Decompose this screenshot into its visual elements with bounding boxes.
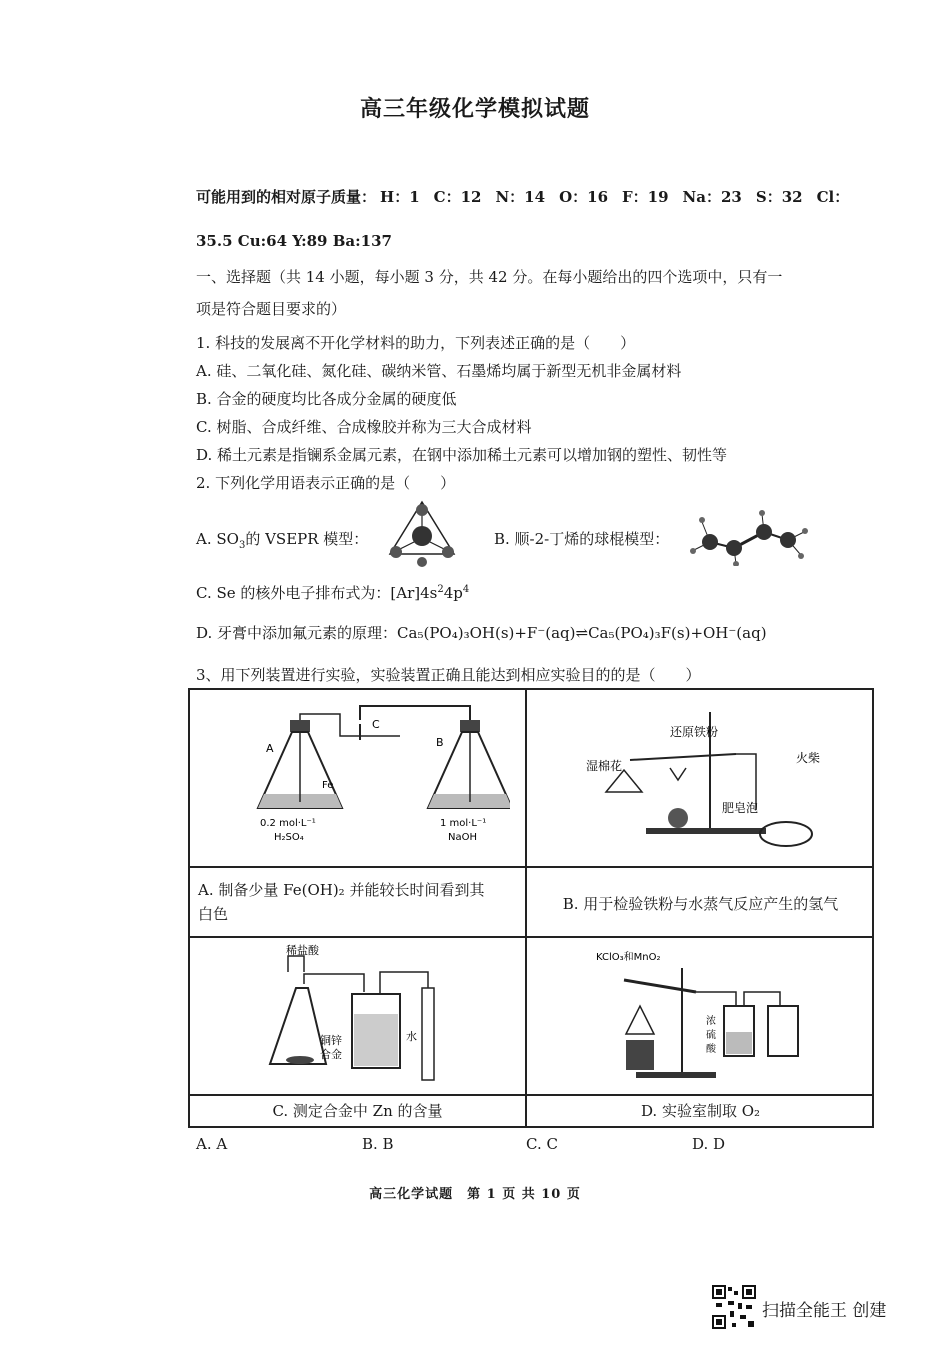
section-heading-2: 项是符合题目要求的） [196, 300, 347, 318]
q2-option-d [196, 622, 767, 643]
fig-c-acid: 稀盐酸 [286, 944, 319, 957]
q2-d-prefix: D. 牙膏中添加氟元素的原理： [196, 624, 398, 642]
caption-a [198, 878, 518, 926]
answer-option-a: A. A [196, 1135, 228, 1153]
answer-option-c: C. C [526, 1135, 558, 1153]
fig-a-conc-a: 0.2 mol·L⁻¹ [260, 818, 316, 829]
fig-d-acid1: 浓 [706, 1016, 716, 1027]
q2-option-a: A. $SO_3$的 VSEPR 模型： [196, 530, 369, 551]
fig-b-bubble: 肥皂泡 [722, 801, 759, 815]
q2-a-prefix: A. SO [196, 530, 239, 548]
qr-code-icon [712, 1285, 756, 1329]
figure-a-apparatus-icon [250, 696, 510, 860]
fig-c-alloy2: 合金 [320, 1048, 342, 1061]
mass-f: F：19 [622, 188, 669, 206]
q1-option-d: D. 稀土元素是指镧系金属元素，在钢中添加稀土元素可以增加钢的塑性、韧性等 [196, 446, 728, 464]
page-title: 高三年级化学模拟试题 [359, 96, 590, 122]
q2-stem: 2. 下列化学用语表示正确的是（ ） [196, 474, 456, 492]
mass-c: C：12 [433, 188, 482, 206]
mass-s: S：32 [755, 188, 803, 206]
q2-option-b: B. 顺-2-丁烯的球棍模型： [494, 530, 670, 548]
cis-2-butene-model-icon [688, 508, 812, 566]
q2-d-equation: Ca₅(PO₄)₃OH(s)+F⁻(aq)⇌Ca₅(PO₄)₃F(s)+OH⁻(aq) [397, 624, 767, 642]
fig-c-water: 水 [406, 1030, 417, 1043]
fig-b-iron: 还原铁粉 [670, 725, 719, 739]
fig-a-label-a: A [266, 742, 274, 755]
fig-c-alloy1: 铜锌 [320, 1034, 342, 1047]
caption-c: C. 测定合金中 Zn 的含量 [272, 1102, 443, 1120]
caption-b: B. 用于检验铁粉与水蒸气反应产生的氢气 [562, 895, 839, 913]
fig-a-label-b: B [436, 736, 444, 749]
table-divider-2 [190, 936, 872, 938]
mass-na: Na：23 [682, 188, 742, 206]
page-footer: 高三化学试题 第 1 页 共 10 页 [369, 1187, 581, 1202]
fig-a-label-c: C [372, 718, 380, 731]
answer-option-b: B. B [362, 1135, 394, 1153]
q1-stem: 1. 科技的发展离不开化学材料的助力，下列表述正确的是（ ） [196, 334, 636, 352]
q3-stem: 3、用下列装置进行实验，实验装置正确且能达到相应实验目的的是（ ） [196, 666, 701, 684]
table-divider-1 [190, 866, 872, 868]
q1-option-b: B. 合金的硬度均比各成分金属的硬度低 [196, 390, 457, 408]
q2-c-mid: 4p [443, 584, 463, 602]
figure-c-apparatus-icon [260, 944, 520, 1088]
fig-d-reagent: KClO₃和MnO₂ [596, 952, 661, 963]
fig-a-acid: H₂SO₄ [274, 832, 304, 843]
mass-h: H：1 [380, 188, 420, 206]
mass-n: N：14 [495, 188, 546, 206]
fig-b-cotton: 湿棉花 [586, 759, 623, 773]
table-divider-3 [190, 1094, 872, 1096]
q3-apparatus-table [188, 688, 874, 1128]
masses-label: 可能用到的相对原子质量： [196, 188, 377, 206]
q2-a-suffix: 的 VSEPR 模型： [245, 530, 369, 548]
mass-cl: Cl： [816, 188, 850, 206]
caption-a-line1: A. 制备少量 Fe(OH)₂ 并能较长时间看到其 [198, 881, 485, 899]
q2-option-c: C. Se 的核外电子排布式为：$[Ar]4s^24p^4$ [196, 584, 470, 602]
figure-b-apparatus-icon [586, 700, 846, 860]
section-heading-1: 一、选择题（共 14 小题，每小题 3 分，共 42 分。在每小题给出的四个选项中，只有一 [196, 268, 783, 286]
q1-option-c: C. 树脂、合成纤维、合成橡胶并称为三大合成材料 [196, 418, 532, 436]
fig-a-conc-b: 1 mol·L⁻¹ [440, 818, 487, 829]
fig-d-acid3: 酸 [706, 1044, 716, 1055]
scanner-watermark: 扫描全能王 创建 [762, 1301, 887, 1321]
q2-c-prefix: C. Se 的核外电子排布式为：[Ar]4s [196, 584, 438, 602]
fig-a-base: NaOH [448, 832, 477, 843]
mass-o: O：16 [559, 188, 609, 206]
so3-vsepr-model-icon [380, 496, 464, 572]
atomic-masses-row1 [196, 186, 863, 207]
atomic-masses-row2: 35.5 Cu:64 Y:89 Ba:137 [196, 232, 392, 250]
answer-option-d: D. D [692, 1135, 726, 1153]
fig-a-fe: Fe [322, 780, 334, 791]
q1-option-a: A. 硅、二氧化硅、氮化硅、碳纳米管、石墨烯均属于新型无机非金属材料 [196, 362, 682, 380]
fig-b-match: 火柴 [796, 751, 821, 765]
figure-d-apparatus-icon [596, 946, 856, 1088]
caption-a-line2: 白色 [198, 905, 229, 923]
fig-d-acid2: 硫 [706, 1030, 716, 1041]
caption-d: D. 实验室制取 O₂ [640, 1102, 761, 1120]
